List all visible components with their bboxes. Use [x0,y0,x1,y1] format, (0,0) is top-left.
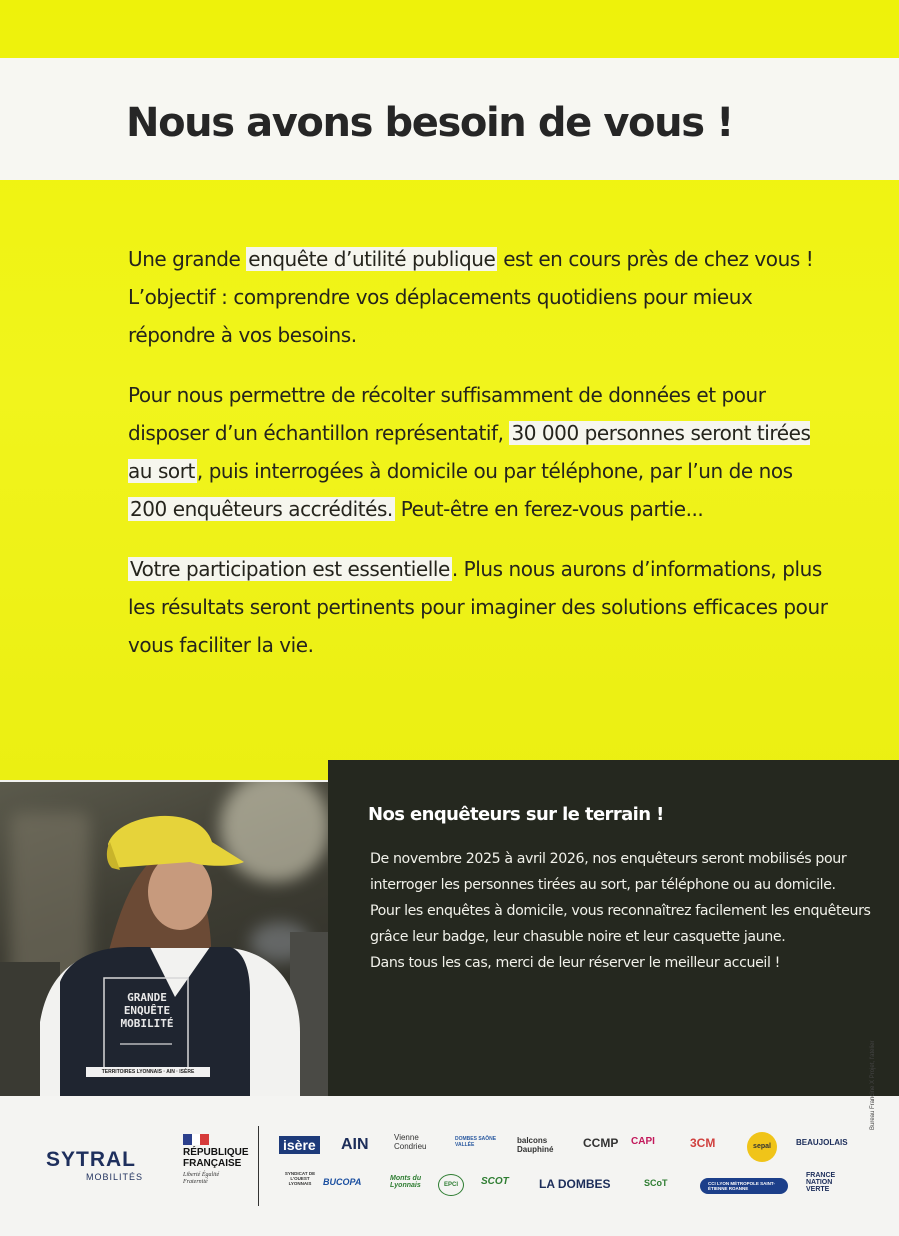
text: , puis interrogées à domicile ou par téléphone, par l’un de nos [196,459,793,483]
highlight: 200 enquêteurs accrédités. [130,497,393,521]
isere-logo: isère [279,1136,320,1154]
intro-paragraph-1 [128,240,828,354]
intro-text [128,240,828,686]
panel-paragraph: Pour les enquêtes à domicile, vous reconnaîtrez facilement les enquêteurs grâce leur badge, leur chasuble noire et leur casquette jaune. [370,903,871,945]
text: . Plus nous aurons d’informations, plus les résultats seront pertinents pour imaginer des solutions efficaces pour vous faciliter la vie. [128,557,828,657]
vest-text-line: ENQUÊTE [123,1004,171,1017]
photo-surveyor [0,782,328,1096]
scot-logo: SCOT [481,1176,509,1187]
partner-logos-footer [0,1096,899,1236]
ccmp-logo: CCMP [583,1136,619,1150]
field-info-panel [328,760,899,1096]
dombes-saone-vallee-logo: DOMBES SAÔNE VALLÉE [455,1136,497,1148]
sytral-subtitle: MOBILITÉS [86,1172,144,1182]
epci-logo: EPCI [438,1174,464,1196]
highlight: 30 000 personnes seront tirées au sort [128,421,811,483]
vest-text-line: MOBILITÉ [120,1017,174,1030]
text: Pour nous permettre de récolter suffisamment de données et pour disposer d’un échantillon représentatif, [128,383,766,445]
intro-paragraph-2 [128,376,828,528]
highlight: Votre participation est essentielle [130,557,450,581]
france-nation-verte-logo: FRANCE NATION VERTE [806,1172,836,1193]
panel-body [370,846,875,976]
footer-divider [258,1126,259,1206]
panel-title: Nos enquêteurs sur le terrain ! [368,804,664,825]
highlight: enquête d’utilité publique [248,247,496,271]
balcons-dauphine-logo: balcons Dauphiné [517,1136,554,1154]
intro-paragraph-3 [128,550,828,664]
republique-francaise-logo [183,1147,253,1169]
page-title: Nous avons besoin de vous ! [126,100,733,146]
text: est en cours près de chez vous ! L’objectif : comprendre vos déplacements quotidiens pour mieux répondre à vos besoins. [128,247,814,347]
cci-lyon-logo: CCI LYON MÉTROPOLE SAINT-ÉTIENNE ROANNE [700,1178,788,1194]
design-credit: Bureau Francine X Projet, l'atelier [870,1040,876,1130]
rf-text-line: FRANÇAISE [183,1158,242,1169]
vienne-condrieu-logo: Vienne Condrieu [394,1133,427,1151]
beaujolais-logo: BEAUJOLAIS [796,1138,848,1147]
monts-du-lyonnais-logo: Monts du Lyonnais [390,1175,422,1189]
sytral-logo: SYTRAL [46,1148,136,1171]
panel-paragraph: De novembre 2025 à avril 2026, nos enquêteurs seront mobilisés pour interroger les personnes tirées au sort, par téléphone ou au domicile. [370,851,847,893]
scot-nord-isere-logo: SCoT [644,1178,668,1188]
text: Une grande [128,247,247,271]
vest-badge-strip: TERRITOIRES LYONNAIS · AIN · ISÈRE [86,1067,210,1077]
panel-paragraph: Dans tous les cas, merci de leur réserver le meilleur accueil ! [370,955,780,971]
3cm-logo: 3CM [690,1136,716,1150]
rf-text-line: RÉPUBLIQUE [183,1147,249,1158]
syndicat-ouest-lyonnais-logo: SYNDICAT DE L'OUEST LYONNAIS [284,1171,316,1186]
capi-logo: CAPI [631,1136,655,1147]
sepal-logo: sepal [747,1132,777,1162]
vest-text-line: GRANDE [127,991,167,1004]
la-dombes-logo: LA DOMBES [539,1177,611,1191]
surveyor-illustration [0,782,328,1096]
ain-logo: AIN [341,1136,369,1153]
rf-motto: Liberté Égalité Fraternité [183,1172,220,1185]
text: Peut-être en ferez-vous partie... [394,497,704,521]
bucopa-logo: BUCOPA [323,1177,362,1187]
republique-francaise-flag-icon [183,1134,209,1145]
